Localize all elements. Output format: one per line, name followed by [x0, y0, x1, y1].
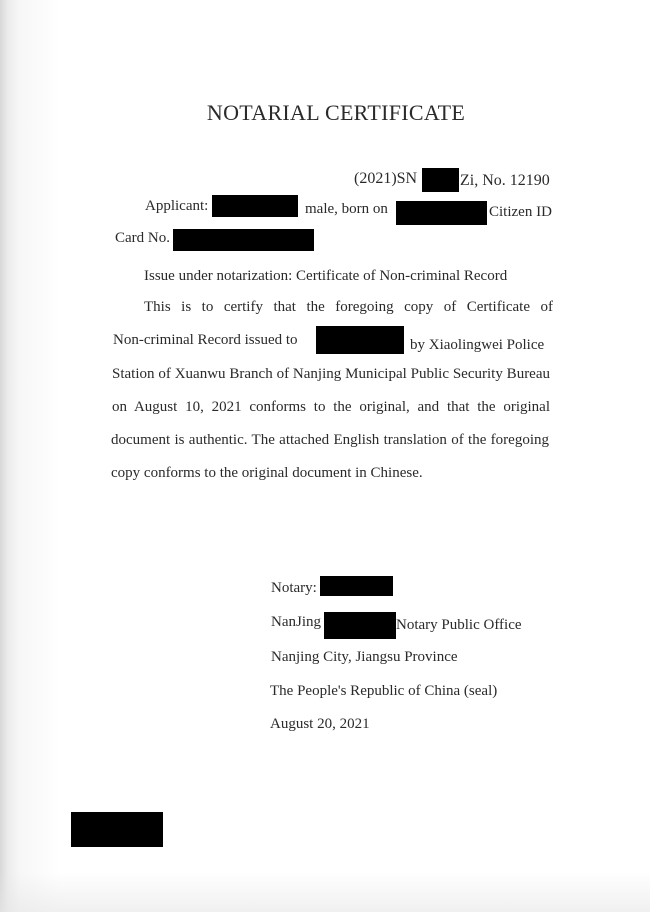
office-prefix: NanJing [271, 614, 321, 630]
redacted-reference [422, 168, 459, 192]
document-title: NOTARIAL CERTIFICATE [206, 100, 466, 125]
office-suffix: Notary Public Office [396, 617, 522, 633]
applicant-mid-text: male, born on [305, 201, 388, 217]
page-edge-shadow [0, 0, 60, 912]
certificate-date: August 20, 2021 [270, 716, 370, 732]
notary-label: Notary: [271, 580, 317, 596]
redacted-office-name [324, 612, 396, 639]
reference-suffix: Zi, No. 12190 [460, 172, 550, 189]
issue-line: Issue under notarization: Certificate of Non-criminal Record [144, 268, 508, 284]
redacted-applicant-name [212, 195, 298, 217]
redacted-footer-mark [71, 812, 163, 847]
body-line-2a: Non-criminal Record issued to [113, 332, 298, 348]
citizen-id-label: Citizen ID [489, 204, 552, 220]
body-line-1: This is to certify that the foregoing copy of Certificate of [144, 299, 553, 315]
body-line-6: copy conforms to the original document in Chinese. [111, 465, 423, 481]
redacted-recipient-name [316, 326, 404, 354]
redacted-notary-name [320, 576, 393, 596]
office-city: Nanjing City, Jiangsu Province [271, 649, 458, 665]
page-bottom-shadow [0, 872, 650, 912]
body-line-5: document is authentic. The attached English translation of the foregoing [111, 432, 549, 448]
redacted-id-number [173, 229, 314, 251]
office-country: The People's Republic of China (seal) [270, 683, 498, 699]
body-line-4: on August 10, 2021 conforms to the original, and that the original [112, 399, 550, 415]
redacted-birth-date [396, 201, 487, 225]
applicant-label: Applicant: [145, 198, 209, 214]
reference-prefix: (2021)SN [354, 170, 418, 187]
body-line-3: Station of Xuanwu Branch of Nanjing Municipal Public Security Bureau [112, 366, 550, 382]
card-no-label: Card No. [115, 230, 170, 246]
body-line-2b: by Xiaolingwei Police [410, 337, 545, 353]
